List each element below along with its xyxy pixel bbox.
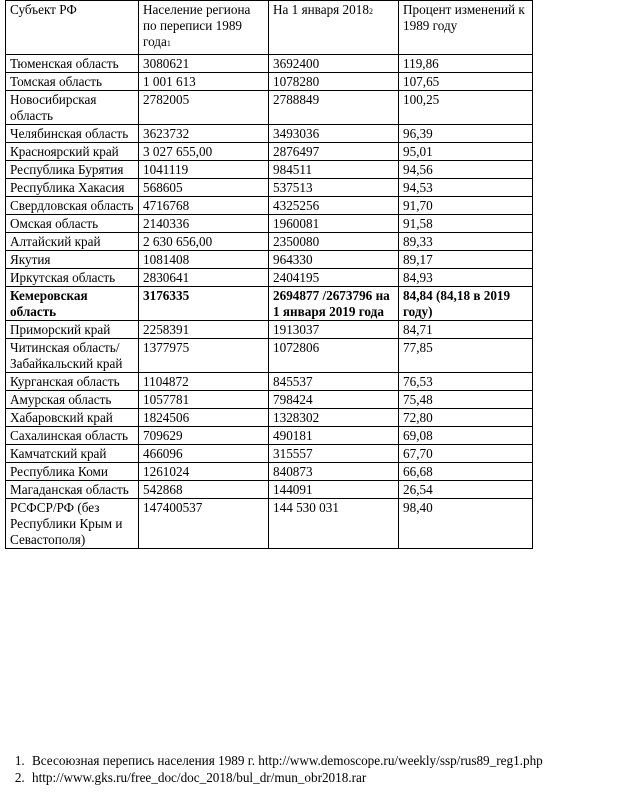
population-2018-cell: 1913037 <box>269 321 399 339</box>
table-row <box>6 269 533 287</box>
percent-change-cell: 107,65 <box>399 73 533 91</box>
population-1989-cell: 542868 <box>139 481 269 499</box>
percent-change-cell: 77,85 <box>399 339 533 373</box>
table-row <box>6 339 533 373</box>
percent-change-cell: 84,84 (84,18 в 2019 году) <box>399 287 533 321</box>
population-2018-cell: 2876497 <box>269 143 399 161</box>
header-percent-change: Процент изменений к 1989 году <box>399 1 533 55</box>
header-population-1989: Население региона по переписи 1989 года1 <box>139 1 269 55</box>
percent-change-cell: 72,80 <box>399 409 533 427</box>
population-2018-cell: 2694877 /2673796 на 1 января 2019 года <box>269 287 399 321</box>
population-1989-cell: 466096 <box>139 445 269 463</box>
population-1989-cell: 2258391 <box>139 321 269 339</box>
population-1989-cell: 568605 <box>139 179 269 197</box>
subject-cell: Республика Коми <box>6 463 139 481</box>
percent-change-cell: 95,01 <box>399 143 533 161</box>
population-2018-cell: 840873 <box>269 463 399 481</box>
percent-change-cell: 84,93 <box>399 269 533 287</box>
table-row <box>6 91 533 125</box>
population-1989-cell: 1041119 <box>139 161 269 179</box>
table-body <box>6 55 533 549</box>
table-row <box>6 73 533 91</box>
percent-change-cell: 96,39 <box>399 125 533 143</box>
percent-change-cell: 69,08 <box>399 427 533 445</box>
percent-change-cell: 119,86 <box>399 55 533 73</box>
subject-cell: Иркутская область <box>6 269 139 287</box>
percent-change-cell: 66,68 <box>399 463 533 481</box>
footnotes <box>0 752 620 786</box>
table-row <box>6 215 533 233</box>
table-row <box>6 481 533 499</box>
header-subject: Субъект РФ <box>6 1 139 55</box>
footnote-ref: 1 <box>166 39 171 48</box>
table-row <box>6 391 533 409</box>
table-row <box>6 409 533 427</box>
table-row <box>6 287 533 321</box>
population-1989-cell: 2 630 656,00 <box>139 233 269 251</box>
percent-change-cell: 75,48 <box>399 391 533 409</box>
population-1989-cell: 1104872 <box>139 373 269 391</box>
table-row <box>6 161 533 179</box>
percent-change-cell: 94,53 <box>399 179 533 197</box>
subject-cell: Алтайский край <box>6 233 139 251</box>
percent-change-cell: 84,71 <box>399 321 533 339</box>
population-1989-cell: 3176335 <box>139 287 269 321</box>
subject-cell: Красноярский край <box>6 143 139 161</box>
subject-cell: Читинская область/ Забайкальский край <box>6 339 139 373</box>
table-row <box>6 233 533 251</box>
population-1989-cell: 3080621 <box>139 55 269 73</box>
population-2018-cell: 2350080 <box>269 233 399 251</box>
population-2018-cell: 964330 <box>269 251 399 269</box>
population-1989-cell: 709629 <box>139 427 269 445</box>
subject-cell: Курганская область <box>6 373 139 391</box>
table-row <box>6 143 533 161</box>
table-row <box>6 321 533 339</box>
population-1989-cell: 2830641 <box>139 269 269 287</box>
table-row <box>6 179 533 197</box>
percent-change-cell: 91,70 <box>399 197 533 215</box>
table-row <box>6 463 533 481</box>
population-1989-cell: 3 027 655,00 <box>139 143 269 161</box>
percent-change-cell: 98,40 <box>399 499 533 549</box>
population-2018-cell: 984511 <box>269 161 399 179</box>
percent-change-cell: 76,53 <box>399 373 533 391</box>
percent-change-cell: 94,56 <box>399 161 533 179</box>
percent-change-cell: 89,33 <box>399 233 533 251</box>
percent-change-cell: 89,17 <box>399 251 533 269</box>
population-1989-cell: 2140336 <box>139 215 269 233</box>
population-2018-cell: 144091 <box>269 481 399 499</box>
population-1989-cell: 3623732 <box>139 125 269 143</box>
table-row <box>6 55 533 73</box>
population-1989-cell: 2782005 <box>139 91 269 125</box>
footnote-ref: 2 <box>368 7 373 16</box>
subject-cell: Челябинская область <box>6 125 139 143</box>
population-table <box>5 0 533 549</box>
subject-cell: Магаданская область <box>6 481 139 499</box>
population-1989-cell: 1824506 <box>139 409 269 427</box>
percent-change-cell: 100,25 <box>399 91 533 125</box>
population-2018-cell: 537513 <box>269 179 399 197</box>
subject-cell: Сахалинская область <box>6 427 139 445</box>
table-row <box>6 499 533 549</box>
subject-cell: Республика Хакасия <box>6 179 139 197</box>
subject-cell: Новосибирская область <box>6 91 139 125</box>
population-2018-cell: 1072806 <box>269 339 399 373</box>
population-2018-cell: 144 530 031 <box>269 499 399 549</box>
population-2018-cell: 798424 <box>269 391 399 409</box>
subject-cell: Омская область <box>6 215 139 233</box>
population-2018-cell: 3692400 <box>269 55 399 73</box>
percent-change-cell: 91,58 <box>399 215 533 233</box>
population-1989-cell: 1 001 613 <box>139 73 269 91</box>
population-2018-cell: 1078280 <box>269 73 399 91</box>
population-1989-cell: 147400537 <box>139 499 269 549</box>
population-2018-cell: 845537 <box>269 373 399 391</box>
subject-cell: Тюменская область <box>6 55 139 73</box>
population-2018-cell: 2404195 <box>269 269 399 287</box>
population-1989-cell: 4716768 <box>139 197 269 215</box>
table-row <box>6 197 533 215</box>
table-row <box>6 427 533 445</box>
subject-cell: Камчатский край <box>6 445 139 463</box>
subject-cell: Амурская область <box>6 391 139 409</box>
subject-cell: Кемеровская область <box>6 287 139 321</box>
subject-cell: Приморский край <box>6 321 139 339</box>
population-1989-cell: 1261024 <box>139 463 269 481</box>
population-2018-cell: 2788849 <box>269 91 399 125</box>
subject-cell: Свердловская область <box>6 197 139 215</box>
table-row <box>6 445 533 463</box>
population-2018-cell: 1960081 <box>269 215 399 233</box>
population-2018-cell: 1328302 <box>269 409 399 427</box>
footnote-item: 1. Всесоюзная перепись населения 1989 г. http://www.demoscope.ru/weekly/ssp/rus89_reg1.php <box>28 752 620 769</box>
table-row <box>6 125 533 143</box>
population-2018-cell: 315557 <box>269 445 399 463</box>
subject-cell: РСФСР/РФ (без Республики Крым и Севастополя) <box>6 499 139 549</box>
table-row <box>6 373 533 391</box>
percent-change-cell: 67,70 <box>399 445 533 463</box>
population-1989-cell: 1057781 <box>139 391 269 409</box>
population-2018-cell: 3493036 <box>269 125 399 143</box>
header-2018: На 1 января 20182 <box>269 1 399 55</box>
population-1989-cell: 1377975 <box>139 339 269 373</box>
subject-cell: Республика Бурятия <box>6 161 139 179</box>
subject-cell: Якутия <box>6 251 139 269</box>
table-row <box>6 251 533 269</box>
subject-cell: Хабаровский край <box>6 409 139 427</box>
table-header-row <box>6 1 533 55</box>
population-1989-cell: 1081408 <box>139 251 269 269</box>
percent-change-cell: 26,54 <box>399 481 533 499</box>
subject-cell: Томская область <box>6 73 139 91</box>
footnote-item: 2. http://www.gks.ru/free_doc/doc_2018/bul_dr/mun_obr2018.rar <box>28 769 620 786</box>
population-2018-cell: 490181 <box>269 427 399 445</box>
population-2018-cell: 4325256 <box>269 197 399 215</box>
